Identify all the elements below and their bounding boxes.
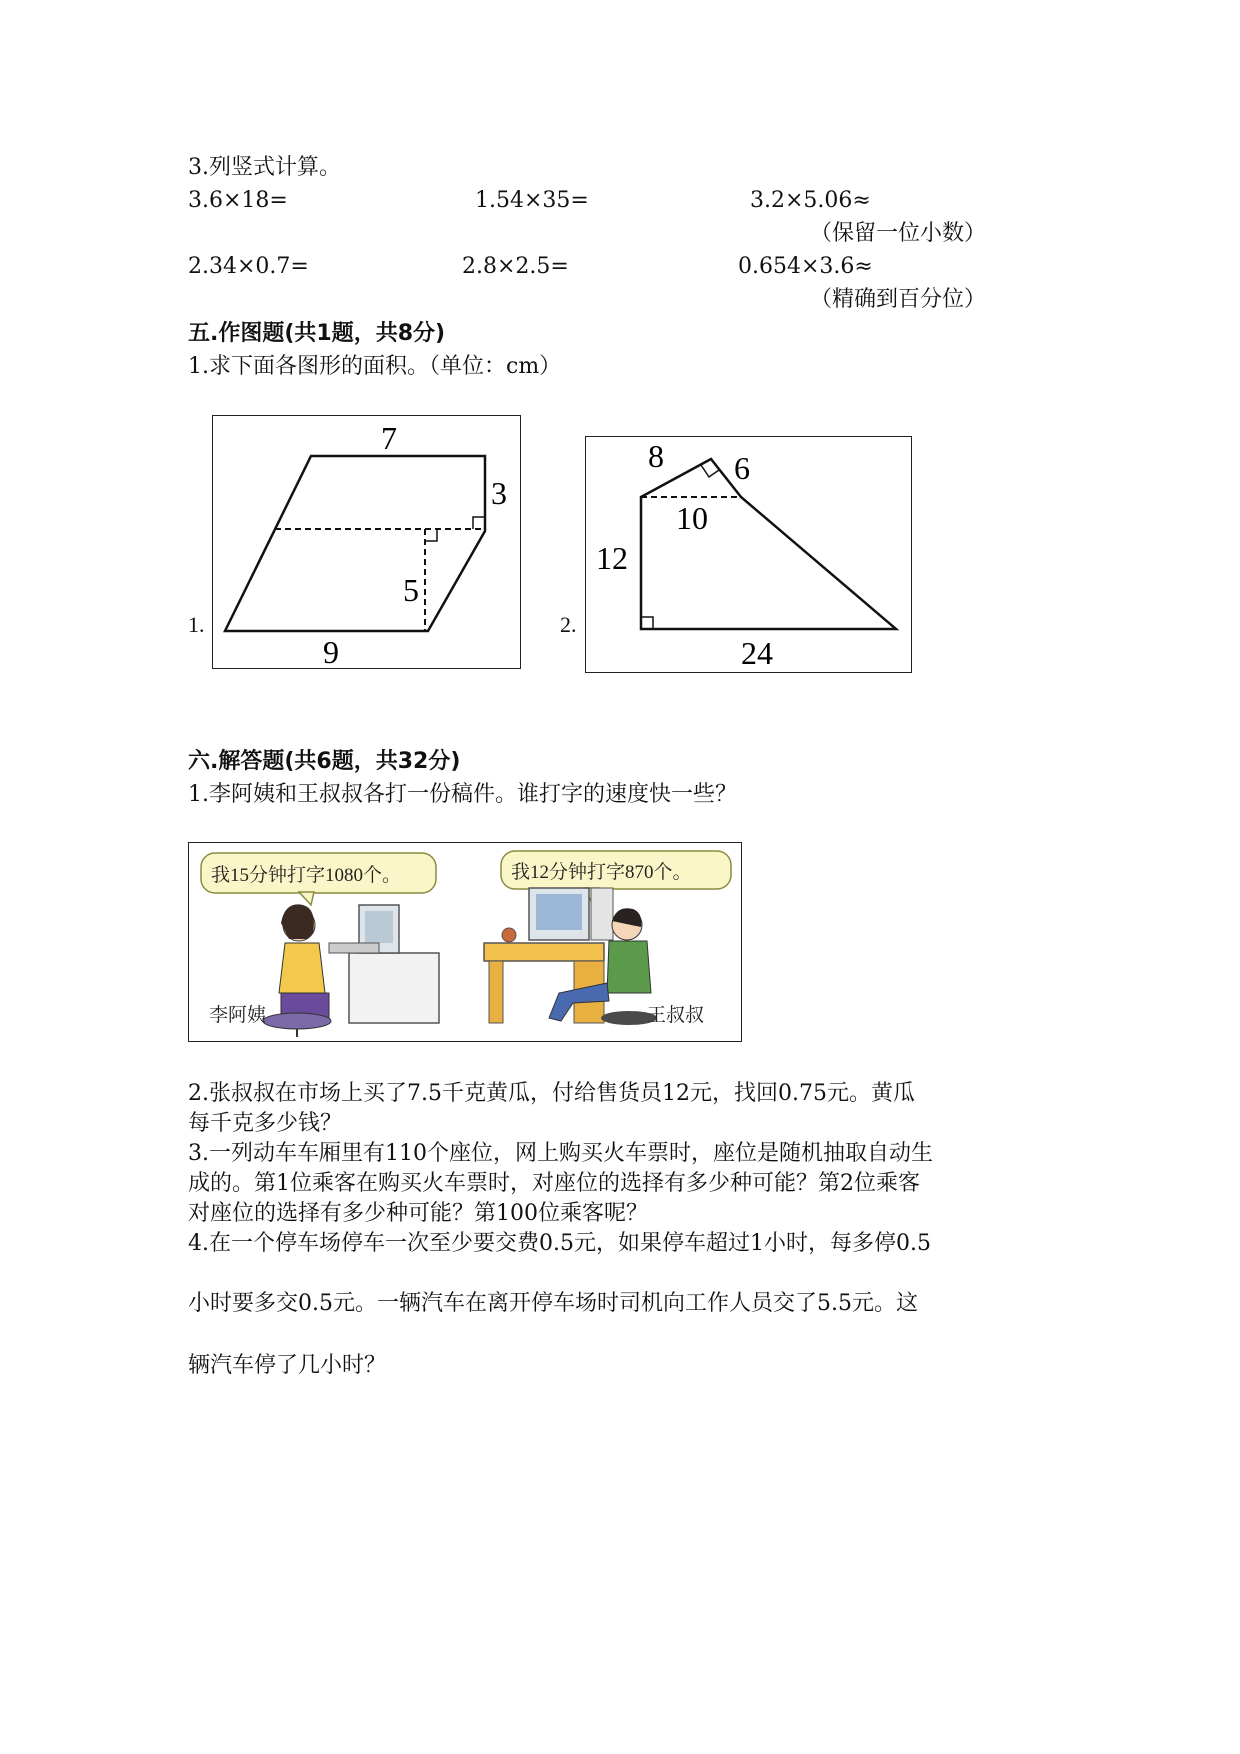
figure-2-right-angle-bottom xyxy=(641,617,653,629)
figure-1-label-bottom: 9 xyxy=(323,634,339,668)
section6-q3-line3: 对座位的选择有多少种可能？第100位乘客呢？ xyxy=(188,1201,648,1226)
q3-title: 3.列竖式计算。 xyxy=(188,155,341,180)
left-person-name: 李阿姨 xyxy=(209,1005,267,1026)
figure-1-right-angle-b xyxy=(425,529,437,541)
section6-q1: 1.李阿姨和王叔叔各打一份稿件。谁打字的速度快一些？ xyxy=(188,782,737,807)
figure-2-diagram xyxy=(586,437,911,672)
section6-q2-line2: 每千克多少钱？ xyxy=(188,1111,343,1136)
calc-item-5: 2.8×2.5= xyxy=(462,254,569,279)
figure-1-label-top: 7 xyxy=(381,420,397,456)
figure-1-label-height: 5 xyxy=(403,572,419,608)
section6-q4-line2: 小时要多交0.5元。一辆汽车在离开停车场时司机向工作人员交了5.5元。这 xyxy=(188,1291,918,1316)
left-bubble-text: 我15分钟打字1080个。 xyxy=(211,865,402,886)
figure-2-frame xyxy=(585,436,912,673)
section6-q3-line1: 3.一列动车车厢里有110个座位，网上购买火车票时，座位是随机抽取自动生 xyxy=(188,1141,933,1166)
calc-item-4: 2.34×0.7= xyxy=(188,254,309,279)
calc-item-3: 3.2×5.06≈ xyxy=(750,188,871,213)
calc-item-6-note: （精确到百分位） xyxy=(810,287,987,312)
section5-q1: 1.求下面各图形的面积。（单位：cm） xyxy=(188,354,562,379)
figure-2-index: 2. xyxy=(560,612,577,637)
right-bubble-text: 我12分钟打字870个。 xyxy=(511,862,692,883)
figure-2-label-leg-b: 6 xyxy=(734,450,750,486)
section6-q3-line2: 成的。第1位乘客在购买火车票时，对座位的选择有多少种可能？第2位乘客 xyxy=(188,1171,920,1196)
section6-q2-line1: 2.张叔叔在市场上买了7.5千克黄瓜，付给售货员12元，找回0.75元。黄瓜 xyxy=(188,1081,915,1106)
calc-item-1: 3.6×18= xyxy=(188,188,288,213)
figure-2-label-bottom: 24 xyxy=(741,635,773,671)
section6-q4-line1: 4.在一个停车场停车一次至少要交费0.5元，如果停车超过1小时，每多停0.5 xyxy=(188,1231,931,1256)
figure-1-frame xyxy=(212,415,521,669)
figure-2-label-hyp: 10 xyxy=(676,500,708,536)
figure-2-label-left: 12 xyxy=(596,540,628,576)
figure-1-right-angle-a xyxy=(473,517,485,529)
section5-heading: 五.作图题(共1题，共8分) xyxy=(188,321,446,346)
section6-q4-line3: 辆汽车停了几小时？ xyxy=(188,1353,387,1378)
calc-item-3-note: （保留一位小数） xyxy=(810,221,987,246)
calc-item-6: 0.654×3.6≈ xyxy=(738,254,873,279)
typing-illustration-drawing xyxy=(189,843,741,1041)
typing-illustration xyxy=(188,842,742,1042)
figure-1-label-side: 3 xyxy=(491,475,507,511)
section6-heading: 六.解答题(共6题，共32分) xyxy=(188,749,461,774)
calc-item-2: 1.54×35= xyxy=(475,188,589,213)
right-person-name: 王叔叔 xyxy=(647,1005,705,1026)
figure-2-label-leg-a: 8 xyxy=(648,438,664,474)
figure-1-outline xyxy=(225,456,485,631)
figure-2-outline xyxy=(641,459,896,629)
figure-1-diagram xyxy=(213,416,520,668)
figure-1-index: 1. xyxy=(188,612,205,637)
